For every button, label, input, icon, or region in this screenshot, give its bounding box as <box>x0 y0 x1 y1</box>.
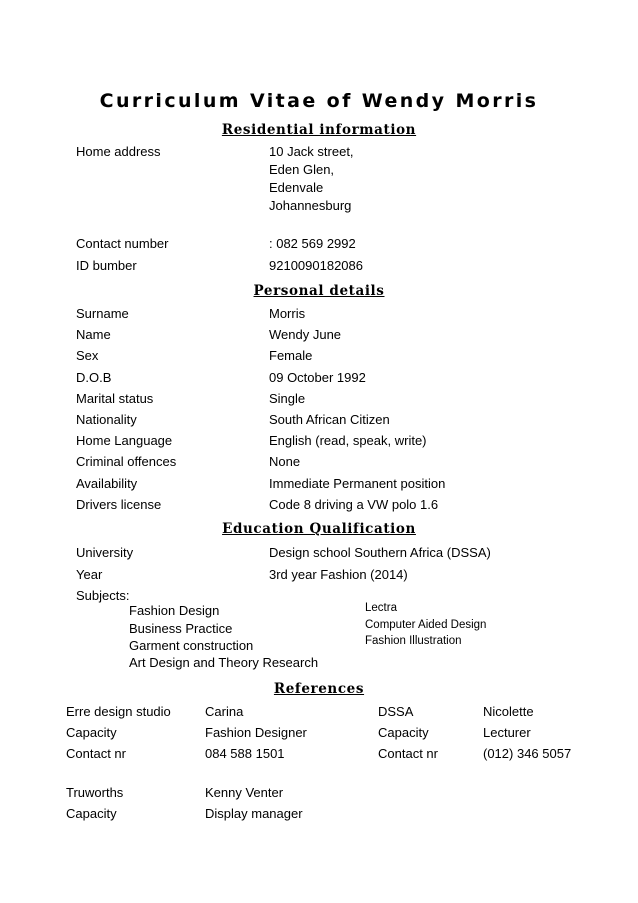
personal-row-label: Marital status <box>76 391 154 406</box>
subject-item-secondary: Lectra <box>365 602 397 614</box>
university-value: Design school Southern Africa (DSSA) <box>269 545 491 560</box>
reference-cell: Contact nr <box>378 746 438 761</box>
id-number-value: 9210090182086 <box>269 258 363 273</box>
address-line: Eden Glen, <box>269 162 335 177</box>
references-heading: References <box>273 681 365 697</box>
personal-row-value: Single <box>269 391 306 406</box>
personal-row-label: Sex <box>76 348 99 363</box>
personal-row-label: Availability <box>76 476 138 491</box>
subject-item-secondary: Fashion Illustration <box>365 635 462 647</box>
id-number-label: ID bumber <box>76 258 137 273</box>
address-line: 10 Jack street, <box>269 144 354 159</box>
address-line: Johannesburg <box>269 198 352 213</box>
reference-cell: Capacity <box>66 725 117 740</box>
personal-row-value: Female <box>269 348 313 363</box>
subject-item: Garment construction <box>129 638 254 653</box>
personal-row-label: Name <box>76 327 111 342</box>
year-label: Year <box>76 567 103 582</box>
personal-row-value: Morris <box>269 306 306 321</box>
residential-heading: Residential information <box>221 122 417 138</box>
subjects-label: Subjects: <box>76 588 130 603</box>
reference-cell: (012) 346 5057 <box>483 746 572 761</box>
personal-row-value: South African Citizen <box>269 412 390 427</box>
personal-row-value: None <box>269 454 301 469</box>
document-title: Curriculum Vitae of Wendy Morris <box>99 90 539 112</box>
personal-row-label: Criminal offences <box>76 454 177 469</box>
reference-cell: DSSA <box>378 704 414 719</box>
personal-row-value: Code 8 driving a VW polo 1.6 <box>269 497 439 512</box>
reference-cell: Lecturer <box>483 725 531 740</box>
reference-cell: Carina <box>205 704 244 719</box>
address-line: Edenvale <box>269 180 324 195</box>
reference-cell: Capacity <box>378 725 429 740</box>
reference-cell: Fashion Designer <box>205 725 307 740</box>
personal-row-label: Surname <box>76 306 129 321</box>
personal-row-label: Home Language <box>76 433 173 448</box>
reference-cell: Capacity <box>66 806 117 821</box>
subject-item-secondary: Computer Aided Design <box>365 619 487 631</box>
personal-row-value: Wendy June <box>269 327 342 342</box>
subject-item: Business Practice <box>129 621 233 636</box>
personal-row-value: 09 October 1992 <box>269 370 366 385</box>
reference-cell: Erre design studio <box>66 704 171 719</box>
personal-row-label: D.O.B <box>76 370 112 385</box>
personal-heading: Personal details <box>253 283 385 299</box>
subject-item: Art Design and Theory Research <box>129 655 319 670</box>
reference-cell: Display manager <box>205 806 303 821</box>
personal-row-value: Immediate Permanent position <box>269 476 446 491</box>
subject-item: Fashion Design <box>129 603 220 618</box>
education-heading: Education Qualification <box>222 521 416 537</box>
reference-cell: Contact nr <box>66 746 126 761</box>
year-value: 3rd year Fashion (2014) <box>269 567 408 582</box>
contact-number-value: : 082 569 2992 <box>269 236 356 251</box>
personal-row-value: English (read, speak, write) <box>269 433 427 448</box>
reference-cell: Kenny Venter <box>205 785 284 800</box>
university-label: University <box>76 545 134 560</box>
reference-cell: 084 588 1501 <box>205 746 285 761</box>
home-address-label: Home address <box>76 144 161 159</box>
personal-row-label: Drivers license <box>76 497 162 512</box>
reference-cell: Nicolette <box>483 704 534 719</box>
personal-row-label: Nationality <box>76 412 137 427</box>
contact-number-label: Contact number <box>76 236 169 251</box>
reference-cell: Truworths <box>66 785 124 800</box>
